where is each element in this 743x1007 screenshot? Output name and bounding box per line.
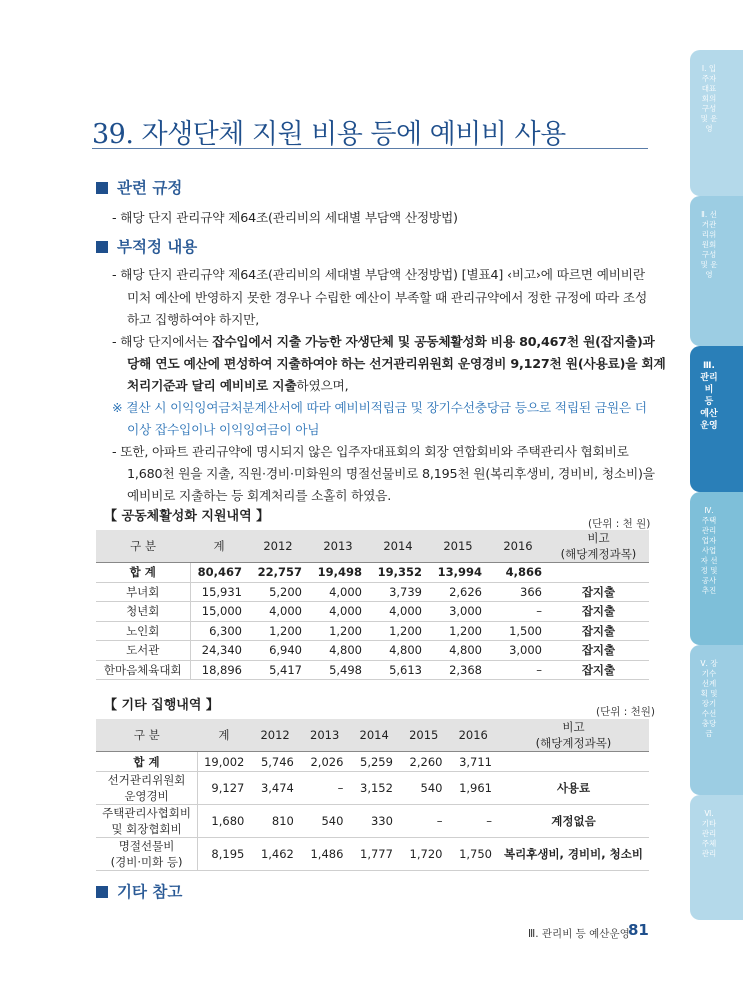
table1-cell: 15,931 bbox=[190, 582, 248, 602]
sidebar-tab-label: Ⅳ. 주택관리업자 사업자 선정 및 공사추진 bbox=[700, 506, 718, 595]
improper-line-8: 1,680천 원을 지출, 직원·경비·미화원의 명절선물비로 8,195천 원(복리후생비, 경비비, 청소비)을 bbox=[127, 466, 655, 481]
table1-unit: (단위 : 천 원) bbox=[588, 518, 651, 530]
improper-line-5: 당해 연도 예산에 편성하여 지출하여야 하는 선거관리위원회 운영경비 9,127천 원(사용료)을 회계 bbox=[127, 356, 666, 371]
table2-cell: 주택관리사협회비 및 회장협회비 bbox=[96, 805, 198, 838]
table1-cell: 3,739 bbox=[368, 582, 428, 602]
table2-cell: 명절선물비 (경비·미화 등) bbox=[96, 838, 198, 871]
table2-cell: 1,462 bbox=[250, 838, 300, 871]
table-row bbox=[96, 772, 649, 805]
table1-header-cell: 2015 bbox=[428, 530, 488, 563]
table1-cell: 잡지출 bbox=[548, 641, 649, 661]
table2-cell: 2,026 bbox=[300, 752, 350, 772]
table2-cell: – bbox=[448, 805, 498, 838]
table2-cell: 선거관리위원회 운영경비 bbox=[96, 772, 198, 805]
page-title: 39. 자생단체 지원 비용 등에 예비비 사용 bbox=[92, 119, 566, 150]
table1-cell: 잡지출 bbox=[548, 660, 649, 680]
other-expense-table bbox=[96, 719, 649, 871]
table-row bbox=[96, 752, 649, 772]
table1-cell: – bbox=[488, 602, 548, 622]
improper-line-1: - 해당 단지 관리규약 제64조(관리비의 세대별 부담액 산정방법) [별표4] ‹비고›에 따르면 예비비란 bbox=[112, 267, 645, 282]
improper-line-9: 예비비로 지출하는 등 회계처리를 소홀히 하였음. bbox=[127, 488, 392, 503]
table2-cell: 1,777 bbox=[349, 838, 399, 871]
footer-chapter: Ⅲ. 관리비 등 예산운영 bbox=[528, 928, 630, 940]
square-bullet-icon bbox=[96, 182, 108, 194]
sidebar-tab-label: Ⅰ. 입주자대표회의 구성 및 운영 bbox=[700, 64, 718, 133]
table2-cell: 1,961 bbox=[448, 772, 498, 805]
table2-header-cell: 계 bbox=[198, 719, 251, 752]
table-row bbox=[96, 838, 649, 871]
table1-cell: 잡지출 bbox=[548, 621, 649, 641]
table2-cell: 9,127 bbox=[198, 772, 251, 805]
sidebar-tab-label: Ⅴ. 장기수선계획 및 장기수선충당금 bbox=[700, 659, 718, 738]
table1-cell: 도서관 bbox=[96, 641, 190, 661]
table2-cell: 1,750 bbox=[448, 838, 498, 871]
table1-cell: 6,940 bbox=[248, 641, 308, 661]
table2-header-cell: 구 분 bbox=[96, 719, 198, 752]
table-row bbox=[96, 602, 649, 622]
table1-cell: 19,352 bbox=[368, 563, 428, 583]
table1-cell: 15,000 bbox=[190, 602, 248, 622]
table1-cell: 13,994 bbox=[428, 563, 488, 583]
table1-cell: 4,800 bbox=[428, 641, 488, 661]
improper-line-6: 처리기준과 달리 예비비로 지출하였으며, bbox=[127, 378, 349, 393]
table2-cell: 사용료 bbox=[498, 772, 649, 805]
improper-line-7: - 또한, 아파트 관리규약에 명시되지 않은 입주자대표회의 회장 연합회비와 주택관리사 협회비로 bbox=[112, 444, 629, 459]
improper-line-3: 하고 집행하여야 하지만, bbox=[127, 312, 260, 327]
table1-cell: 3,000 bbox=[488, 641, 548, 661]
table1-cell: 80,467 bbox=[190, 563, 248, 583]
table1-cell: 청년회 bbox=[96, 602, 190, 622]
table1-cell: 잡지출 bbox=[548, 582, 649, 602]
table1-cell: 노인회 bbox=[96, 621, 190, 641]
table2-title: 【 기타 집행내역 】 bbox=[104, 698, 219, 713]
table2-cell: 8,195 bbox=[198, 838, 251, 871]
table1-cell: 1,200 bbox=[368, 621, 428, 641]
square-bullet-icon bbox=[96, 886, 108, 898]
table2-header-cell: 비고 (해당계정과목) bbox=[498, 719, 649, 752]
table2-cell: 5,259 bbox=[349, 752, 399, 772]
table2-cell: 1,486 bbox=[300, 838, 350, 871]
table1-cell bbox=[548, 563, 649, 583]
table1-cell: 5,417 bbox=[248, 660, 308, 680]
table1-cell: 1,200 bbox=[248, 621, 308, 641]
table2-header-cell: 2012 bbox=[250, 719, 300, 752]
table1-cell: 4,000 bbox=[248, 602, 308, 622]
table-row bbox=[96, 660, 649, 680]
table1-cell: 18,896 bbox=[190, 660, 248, 680]
sidebar-tab-label: Ⅲ. 관리비 등 예산운영 bbox=[700, 361, 718, 431]
page-number: 81 bbox=[628, 921, 649, 939]
square-bullet-icon bbox=[96, 241, 108, 253]
table2-cell: 810 bbox=[250, 805, 300, 838]
table1-cell: 4,000 bbox=[368, 602, 428, 622]
table2-header-cell: 2013 bbox=[300, 719, 350, 752]
table2-cell: 540 bbox=[300, 805, 350, 838]
table1-header-cell: 2013 bbox=[308, 530, 368, 563]
table1-header-cell: 2014 bbox=[368, 530, 428, 563]
title-divider bbox=[92, 148, 648, 149]
improper-line-4: - 해당 단지에서는 잡수입에서 지출 가능한 자생단체 및 공동체활성화 비용 80,467천 원(잡지출)과 bbox=[112, 334, 655, 349]
table1-cell: 4,800 bbox=[308, 641, 368, 661]
table1-header-cell: 구 분 bbox=[96, 530, 190, 563]
table2-cell: – bbox=[300, 772, 350, 805]
table1-cell: 3,000 bbox=[428, 602, 488, 622]
table1-cell: 4,000 bbox=[308, 602, 368, 622]
improper-line-2: 미처 예산에 반영하지 못한 경우나 수립한 예산이 부족할 때 관리규약에서 정한 규정에 따라 조성 bbox=[127, 290, 648, 305]
table-row bbox=[96, 582, 649, 602]
section-related: 관련 규정 bbox=[96, 176, 182, 198]
table2-header-cell: 2016 bbox=[448, 719, 498, 752]
table-row bbox=[96, 563, 649, 583]
community-support-table bbox=[96, 530, 649, 680]
table1-header-cell: 2016 bbox=[488, 530, 548, 563]
table1-cell: 부녀회 bbox=[96, 582, 190, 602]
table1-cell: 한마음체육대회 bbox=[96, 660, 190, 680]
table2-cell: 1,680 bbox=[198, 805, 251, 838]
table2-cell: 1,720 bbox=[399, 838, 449, 871]
table2-cell: 복리후생비, 경비비, 청소비 bbox=[498, 838, 649, 871]
table1-cell: 합 계 bbox=[96, 563, 190, 583]
table1-cell: 4,000 bbox=[308, 582, 368, 602]
table-row bbox=[96, 805, 649, 838]
table2-cell: 2,260 bbox=[399, 752, 449, 772]
table1-title: 【 공동체활성화 지원내역 】 bbox=[104, 509, 270, 524]
note-line-1: ※ 결산 시 이익잉여금처분계산서에 따라 예비비적립금 및 장기수선충당금 등으로 적립된 금원은 더 bbox=[112, 400, 647, 415]
table2-cell: – bbox=[399, 805, 449, 838]
related-line: - 해당 단지 관리규약 제64조(관리비의 세대별 부담액 산정방법) bbox=[112, 210, 458, 225]
table2-header-cell: 2015 bbox=[399, 719, 449, 752]
table1-cell: 1,500 bbox=[488, 621, 548, 641]
section-other: 기타 참고 bbox=[96, 880, 182, 902]
table1-cell: 19,498 bbox=[308, 563, 368, 583]
table1-cell: 잡지출 bbox=[548, 602, 649, 622]
table1-cell: 22,757 bbox=[248, 563, 308, 583]
table2-cell: 5,746 bbox=[250, 752, 300, 772]
table2-header-cell: 2014 bbox=[349, 719, 399, 752]
table2-cell: 3,711 bbox=[448, 752, 498, 772]
table2-cell: 계정없음 bbox=[498, 805, 649, 838]
table1-cell: 2,626 bbox=[428, 582, 488, 602]
table2-cell: 330 bbox=[349, 805, 399, 838]
table1-header-cell: 2012 bbox=[248, 530, 308, 563]
table1-header-cell: 계 bbox=[190, 530, 248, 563]
table-row bbox=[96, 621, 649, 641]
table1-cell: 366 bbox=[488, 582, 548, 602]
table1-cell: 5,613 bbox=[368, 660, 428, 680]
table1-cell: 5,200 bbox=[248, 582, 308, 602]
table1-cell: 5,498 bbox=[308, 660, 368, 680]
table1-cell: 4,800 bbox=[368, 641, 428, 661]
table1-cell: 2,368 bbox=[428, 660, 488, 680]
table1-cell: 6,300 bbox=[190, 621, 248, 641]
table-row bbox=[96, 641, 649, 661]
table2-cell: 540 bbox=[399, 772, 449, 805]
table1-header-cell: 비고 (해당계정과목) bbox=[548, 530, 649, 563]
table2-cell: 19,002 bbox=[198, 752, 251, 772]
table1-cell: 24,340 bbox=[190, 641, 248, 661]
table1-cell: 4,866 bbox=[488, 563, 548, 583]
note-line-2: 이상 잡수입이나 이익잉여금이 아님 bbox=[127, 422, 320, 437]
table1-cell: 1,200 bbox=[308, 621, 368, 641]
table1-cell: – bbox=[488, 660, 548, 680]
table2-cell: 3,474 bbox=[250, 772, 300, 805]
table2-cell bbox=[498, 752, 649, 772]
table2-cell: 3,152 bbox=[349, 772, 399, 805]
section-improper: 부적정 내용 bbox=[96, 235, 197, 257]
table2-unit: (단위 : 천원) bbox=[596, 706, 655, 718]
sidebar-tab-label: Ⅵ. 기타 관리주체 관리 bbox=[701, 809, 717, 858]
sidebar-tab-label: Ⅱ. 선거관리위원회 구성 및 운영 bbox=[700, 210, 718, 279]
table2-cell: 합 계 bbox=[96, 752, 198, 772]
table1-cell: 1,200 bbox=[428, 621, 488, 641]
